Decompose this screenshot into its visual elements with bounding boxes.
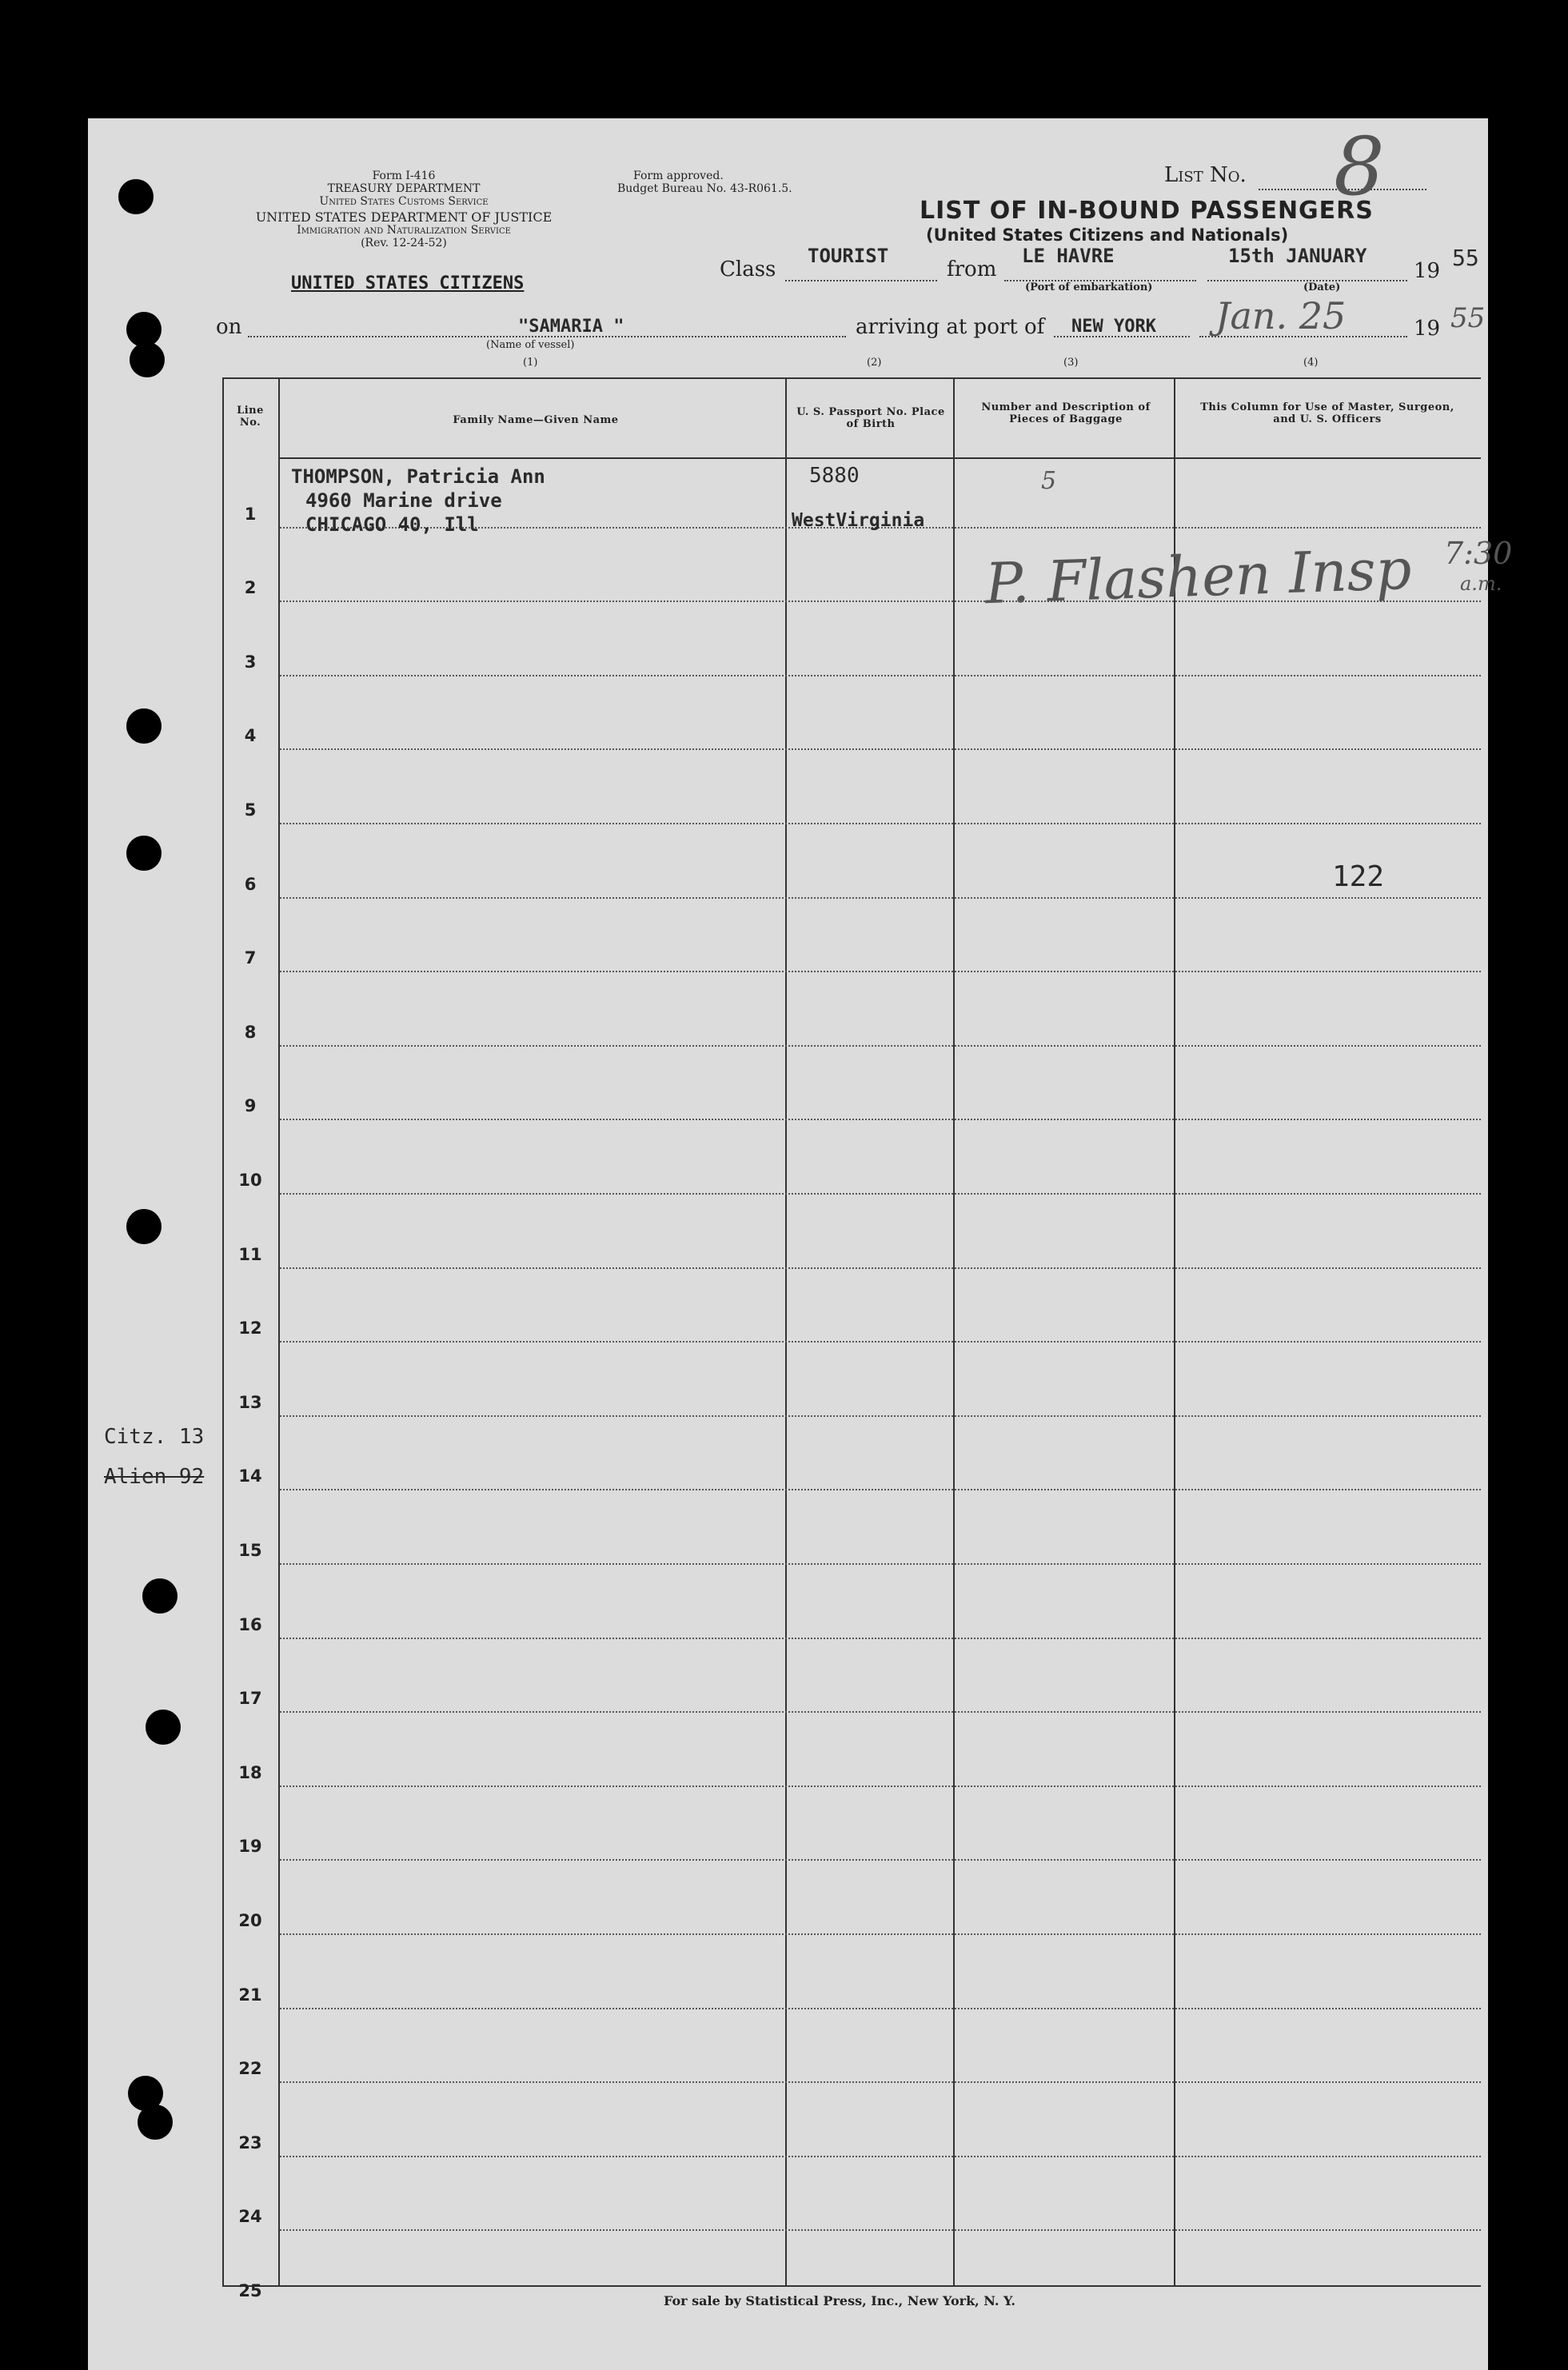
row-rule — [280, 1193, 1481, 1195]
class-label: Class — [720, 257, 776, 281]
row-number: 3 — [244, 652, 257, 672]
birthplace: WestVirginia — [792, 510, 925, 531]
on-label: on — [216, 315, 242, 339]
caption-3: (3) — [1063, 357, 1079, 369]
list-no-handwritten: 8 — [1334, 120, 1385, 213]
category-label: UNITED STATES CITIZENS — [291, 273, 525, 293]
col-header-baggage: Number and Description of Pieces of Baggage — [981, 401, 1151, 425]
row-rule — [280, 1933, 1481, 1935]
row-number: 25 — [238, 2281, 262, 2300]
year-prefix: 19 — [1414, 259, 1441, 283]
col-header-passport: U. S. Passport No. Place of Birth — [796, 406, 945, 430]
col-divider-line — [278, 377, 280, 2287]
class-value: TOURIST — [808, 245, 889, 267]
row-number: 5 — [244, 800, 257, 820]
col-header-line: Line No. — [237, 405, 264, 429]
table-left-border — [222, 377, 224, 2287]
dept-customs: United States Customs Service — [319, 195, 489, 208]
row-rule — [280, 1489, 1481, 1490]
row-rule — [280, 897, 1481, 899]
footer-printer: For sale by Statistical Press, Inc., New York, N. Y. — [664, 2293, 1015, 2308]
budget-bureau: Budget Bureau No. 43-R061.5. — [617, 182, 792, 195]
row-rule — [280, 1045, 1481, 1047]
row-rule — [280, 823, 1481, 824]
date-caption: (Date) — [1303, 281, 1341, 293]
punch-hole — [130, 342, 165, 377]
col-divider-baggage — [1174, 377, 1175, 2287]
arrival-year-suffix: 55 — [1450, 302, 1486, 334]
passenger-address-1: 4960 Marine drive — [305, 489, 502, 512]
row-rule — [280, 1711, 1481, 1713]
row-number: 14 — [238, 1466, 262, 1486]
table-top-border — [222, 377, 1481, 379]
punch-hole — [142, 1578, 178, 1614]
row-number: 1 — [244, 504, 257, 524]
col-divider-passport — [953, 377, 955, 2287]
punch-hole — [126, 1209, 162, 1244]
row-number: 7 — [244, 948, 257, 968]
form-approved: Form approved. — [633, 170, 724, 182]
col-header-name: Family Name—Given Name — [453, 414, 619, 426]
row-rule — [280, 1415, 1481, 1417]
form-subtitle: (United States Citizens and Nationals) — [926, 225, 1289, 245]
baggage-count: 5 — [1041, 467, 1057, 495]
row-number: 8 — [244, 1022, 257, 1042]
port-embark-caption: (Port of embarkation) — [1025, 281, 1153, 293]
row-number: 23 — [238, 2133, 262, 2153]
row-rule — [280, 1638, 1481, 1639]
passenger-address-2: CHICAGO 40, Ill — [305, 513, 479, 536]
row-number: 12 — [238, 1319, 262, 1339]
row-number: 10 — [238, 1171, 262, 1190]
col-header-officers: This Column for Use of Master, Surgeon, and U. S. Officers — [1200, 401, 1454, 425]
row-rule — [280, 1785, 1481, 1787]
inspection-ampm: a.m. — [1460, 573, 1502, 595]
row-rule — [280, 748, 1481, 750]
row-number: 24 — [238, 2207, 262, 2227]
dept-justice: UNITED STATES DEPARTMENT OF JUSTICE — [255, 209, 553, 225]
row-number: 19 — [238, 1837, 262, 1857]
punch-hole — [126, 836, 162, 871]
row-number: 2 — [244, 578, 257, 598]
year-suffix: 55 — [1452, 245, 1479, 271]
row-rule — [280, 2081, 1481, 2083]
arrival-year-prefix: 19 — [1414, 317, 1441, 341]
inspection-time: 7:30 — [1444, 536, 1513, 571]
row-rule — [280, 1267, 1481, 1269]
header-divider — [280, 457, 1481, 459]
date-value: 15th JANUARY — [1228, 245, 1367, 267]
row-number: 6 — [244, 874, 257, 894]
col-divider-name — [785, 377, 787, 2287]
punch-hole — [126, 708, 162, 744]
class-line — [785, 280, 937, 281]
vessel-name: "SAMARIA " — [518, 317, 624, 337]
row-number: 18 — [238, 1762, 262, 1782]
table-bottom-border — [222, 2285, 1481, 2287]
row-number: 15 — [238, 1541, 262, 1560]
passport-number: 5880 — [809, 464, 860, 488]
caption-2: (2) — [867, 357, 882, 369]
form-title: LIST OF IN-BOUND PASSENGERS — [920, 197, 1374, 225]
vessel-caption: (Name of vessel) — [486, 339, 575, 351]
row-number: 4 — [244, 726, 257, 746]
list-no-label: List No. — [1164, 163, 1247, 187]
row-rule — [280, 971, 1481, 972]
row-rule — [280, 2156, 1481, 2157]
row-number: 16 — [238, 1614, 262, 1634]
row-rule — [280, 1859, 1481, 1861]
row-number: 17 — [238, 1689, 262, 1709]
row-rule — [280, 675, 1481, 676]
margin-aliens: Alien 92 — [104, 1465, 205, 1489]
punch-hole — [138, 2105, 173, 2140]
passenger-name: THOMPSON, Patricia Ann — [291, 465, 545, 488]
row-number: 21 — [238, 1985, 262, 2005]
row-number: 13 — [238, 1392, 262, 1412]
form-number: Form I-416 — [372, 170, 436, 182]
dept-ins: Immigration and Naturalization Service — [297, 224, 511, 237]
caption-4: (4) — [1303, 357, 1319, 369]
row-rule — [280, 1341, 1481, 1343]
arriving-label: arriving at port of — [856, 315, 1045, 339]
row-number: 22 — [238, 2059, 262, 2079]
revision: (Rev. 12-24-52) — [361, 237, 447, 249]
row-number: 9 — [244, 1096, 257, 1116]
form-sheet — [88, 118, 1488, 2370]
row-rule — [280, 1119, 1481, 1120]
row-rule — [280, 1563, 1481, 1565]
arrival-date-handwritten: Jan. 25 — [1215, 294, 1347, 337]
arrival-port: NEW YORK — [1071, 317, 1156, 337]
punch-hole — [118, 179, 154, 214]
margin-citizens: Citz. 13 — [104, 1425, 205, 1449]
from-label: from — [947, 257, 997, 281]
inspector-signature: P. Flashen Insp — [983, 536, 1413, 617]
row-rule — [280, 2008, 1481, 2009]
passenger-count: 122 — [1332, 860, 1385, 893]
row-number: 20 — [238, 1911, 262, 1930]
row-rule — [280, 2229, 1481, 2231]
caption-1: (1) — [523, 357, 538, 369]
row-number: 11 — [238, 1244, 262, 1264]
port-embark: LE HAVRE — [1022, 245, 1115, 267]
punch-hole — [146, 1710, 181, 1745]
dept-treasury: TREASURY DEPARTMENT — [327, 182, 481, 195]
